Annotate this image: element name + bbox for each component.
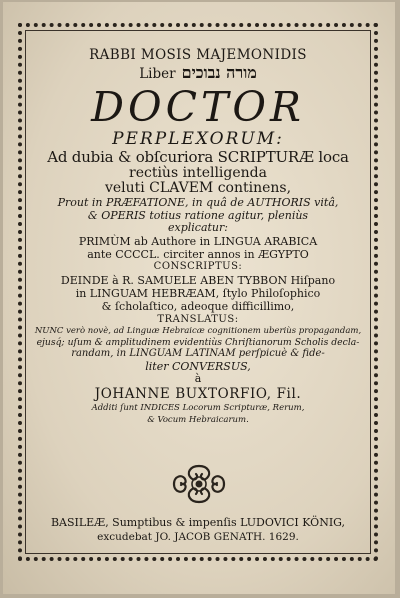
imprint bbox=[31, 517, 365, 543]
prout-line: Prout in PRÆFATIONE, in quâ de AUTHORIS vitâ, bbox=[57, 196, 339, 209]
imprint-printer-line: excudebat JO. JACOB GENATH. 1629. bbox=[97, 531, 299, 543]
subtitle-line-clavem: veluti CLAVEM continens, bbox=[104, 180, 292, 196]
title-block bbox=[31, 35, 365, 424]
subtitle-line-rectius: rectiùs intelligenda bbox=[129, 165, 267, 181]
operis-line: & OPERIS totius ratione agitur, pleniùs bbox=[87, 209, 309, 222]
author-line: RABBI MOSIS MAJEMONIDIS bbox=[89, 47, 307, 63]
a-line: à bbox=[194, 371, 202, 385]
translatus-line: TRANSLATUS: bbox=[157, 314, 239, 325]
explicatur-line: explicatur: bbox=[168, 221, 228, 234]
ejusque-line: ejusq́; uſum & amplitudinem evidentiùs Chriſtianorum Scholis decla- bbox=[36, 336, 360, 348]
randam-line: randam, in LINGUAM LATINAM perſpicuè & fide- bbox=[71, 347, 325, 359]
conscriptus-line: CONSCRIPTUS: bbox=[153, 261, 243, 272]
scholastico-line: & ſcholaſtico, adeoque difficillimo, bbox=[101, 300, 295, 313]
primum-line: PRIMÙM ab Authore in LINGUA ARABICA bbox=[78, 235, 318, 248]
linguam-hebraeam-line: in LINGUAM HEBRÆAM, ſtylo Philoſophico bbox=[75, 287, 321, 300]
main-title-doctor: DOCTOR bbox=[91, 83, 305, 131]
hebrew-title: מורה נבוכים bbox=[181, 62, 257, 82]
nunc-line: NUNC verò novè, ad Linguæ Hebraicæ cognitionem uberiùs propagandam, bbox=[34, 326, 362, 336]
liber-word: Liber bbox=[139, 65, 176, 82]
main-title-perplexorum: PERPLEXORUM: bbox=[112, 129, 284, 149]
vocum-line: & Vocum Hebraicarum. bbox=[147, 414, 249, 425]
printers-ornament-icon bbox=[170, 463, 228, 505]
ante-line: ante CCCCL. circiter annos in ÆGYPTO bbox=[87, 248, 309, 261]
deinde-line: DEINDE à R. SAMUELE ABEN TYBBON Hiſpano bbox=[60, 274, 336, 287]
title-page bbox=[3, 2, 395, 594]
additi-line: Additi ſunt INDICES Locorum Scripturæ, Rerum, bbox=[91, 403, 305, 414]
liber-line bbox=[31, 62, 365, 82]
subtitle-line-dubia: Ad dubia & obſcuriora SCRIPTURÆ loca bbox=[47, 148, 349, 166]
conversus-line: liter CONVERSUS, bbox=[145, 359, 251, 373]
imprint-publisher-line: BASILEÆ, Sumptibus & impenſis LUDOVICI KÖNIG, bbox=[50, 516, 346, 529]
translator-name: JOHANNE BUXTORFIO, Fil. bbox=[94, 385, 302, 402]
